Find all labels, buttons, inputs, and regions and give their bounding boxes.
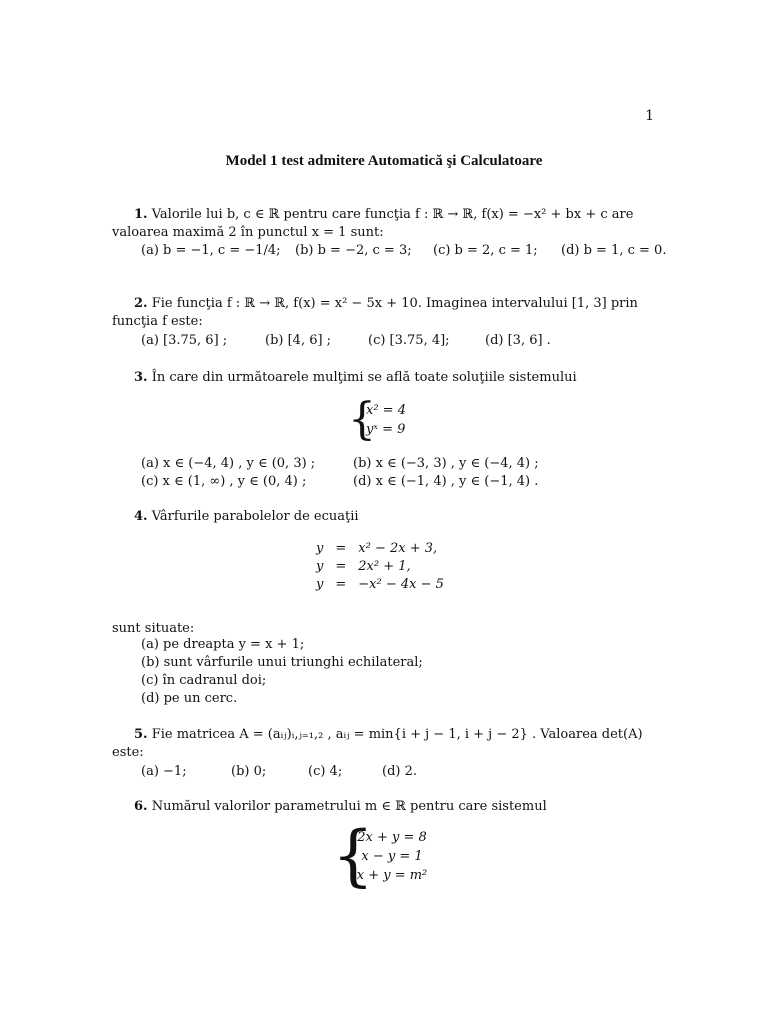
- question-text: Fie matricea A = (aᵢⱼ)ᵢ,ⱼ₌₁,₂ , aᵢⱼ = min{i + j − 1, i + j − 2} . Valoarea det(A): [151, 727, 643, 742]
- question-5: [112, 726, 660, 762]
- option-b: (b) [4, 6] ;: [265, 333, 332, 348]
- page-number: 1: [645, 108, 654, 124]
- question-text: Vârfurile parabolelor de ecuaţii: [151, 509, 359, 524]
- option-a: (a) pe dreapta y = x + 1;: [141, 637, 305, 652]
- question-3: [112, 369, 660, 387]
- equation-row: y = −x² − 4x − 5: [316, 577, 444, 592]
- option-b: (b) sunt vârfurile unui triunghi echilateral;: [141, 655, 423, 670]
- equation: x² = 4: [366, 403, 406, 418]
- option-c: (c) x ∈ (1, ∞) , y ∈ (0, 4) ;: [141, 474, 307, 489]
- question-text: Numărul valorilor parametrului m ∈ ℝ pentru care sistemul: [151, 799, 547, 814]
- option-d: (d) x ∈ (−1, 4) , y ∈ (−1, 4) .: [353, 474, 539, 489]
- option-d: (d) [3, 6] .: [485, 333, 551, 348]
- equation: 2x + y = 8: [357, 830, 427, 845]
- question-number: 5.: [134, 727, 148, 742]
- question-2: [112, 295, 660, 331]
- option-c: (c) în cadranul doi;: [141, 673, 267, 688]
- question-text: Valorile lui b, c ∈ ℝ pentru care funcţia f : ℝ → ℝ, f(x) = −x² + bx + c are: [151, 207, 634, 222]
- question-4: [112, 508, 660, 526]
- option-a: (a) [3.75, 6] ;: [141, 333, 228, 348]
- option-b: (b) 0;: [231, 764, 267, 779]
- question-number: 4.: [134, 509, 148, 524]
- equation: yˣ = 9: [366, 422, 406, 437]
- option-b: (b) x ∈ (−3, 3) , y ∈ (−4, 4) ;: [353, 456, 539, 471]
- option-c: (c) b = 2, c = 1;: [433, 243, 538, 258]
- left-brace: {: [348, 394, 376, 445]
- question-text: valoarea maximă 2 în punctul x = 1 sunt:: [112, 225, 384, 240]
- page-title: Model 1 test admitere Automatică şi Calculatoare: [225, 153, 543, 169]
- question-text: În care din următoarele mulţimi se află toate soluţiile sistemului: [151, 370, 577, 385]
- option-c: (c) 4;: [308, 764, 343, 779]
- question-text: funcţia f este:: [112, 314, 203, 329]
- question-6: [112, 798, 660, 816]
- question-text: sunt situate:: [112, 621, 195, 636]
- equation-row: y = x² − 2x + 3,: [316, 541, 438, 556]
- question-1: [112, 206, 660, 242]
- option-a: (a) −1;: [141, 764, 187, 779]
- option-a: (a) b = −1, c = −1/4;: [141, 243, 281, 258]
- option-d: (d) 2.: [382, 764, 418, 779]
- question-number: 1.: [134, 207, 148, 222]
- question-text: este:: [112, 745, 144, 760]
- option-c: (c) [3.75, 4];: [368, 333, 450, 348]
- equation-array: [310, 540, 450, 594]
- question-number: 6.: [134, 799, 148, 814]
- left-brace: {: [332, 817, 374, 894]
- question-text: Fie funcţia f : ℝ → ℝ, f(x) = x² − 5x + 10. Imaginea intervalului [1, 3] prin: [151, 296, 638, 311]
- option-a: (a) x ∈ (−4, 4) , y ∈ (0, 3) ;: [141, 456, 316, 471]
- equation: x + y = m²: [356, 868, 428, 883]
- question-number: 3.: [134, 370, 148, 385]
- equation-row: y = 2x² + 1,: [316, 559, 411, 574]
- option-d: (d) pe un cerc.: [141, 691, 238, 706]
- question-number: 2.: [134, 296, 148, 311]
- option-b: (b) b = −2, c = 3;: [295, 243, 412, 258]
- option-d: (d) b = 1, c = 0.: [561, 243, 667, 258]
- equation: x − y = 1: [361, 849, 423, 864]
